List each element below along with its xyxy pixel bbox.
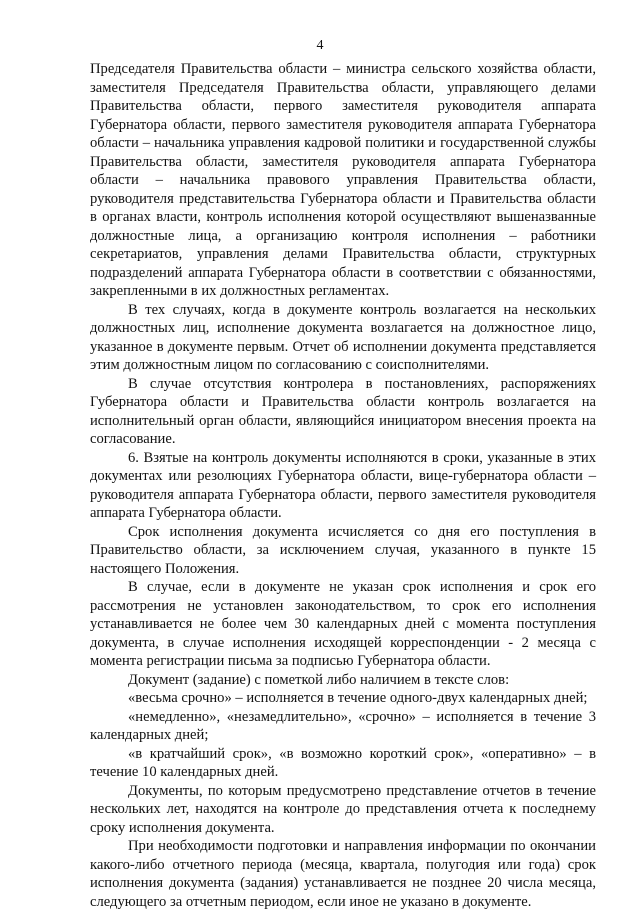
page-number: 4 bbox=[316, 38, 324, 53]
paragraph-urgency-item: «в кратчайший срок», «в возможно короткий срок», «оперативно» – в течение 10 календарных дней. bbox=[90, 745, 596, 780]
paragraph: Срок исполнения документа исчисляется со дня его поступления в Правительство области, за исключением случая, указанного в пункте 15 настоящего Положения. bbox=[90, 523, 596, 577]
paragraph: В случае отсутствия контролера в постановлениях, распоряжениях Губернатора области и Правительства области контроль возлагается на исполнительный орган области, являющийся инициатором внесения проекта на согласование. bbox=[90, 375, 596, 447]
paragraph: В тех случаях, когда в документе контроль возлагается на нескольких должностных лиц, исполнение документа возлагается на должностное лицо, указанное в документе первым. Отчет об исполнении документа представляется этим должностным лицом по согласованию с соисполнителями. bbox=[90, 301, 596, 373]
paragraph: В случае, если в документе не указан срок исполнения и срок его рассмотрения не установлен законодательством, то срок его исполнения устанавливается не более чем 30 календарных дней с момента поступления документа, в случае исполнения исходящей корреспонденции - 2 месяца с момента регистрации письма за подписью Губернатора области. bbox=[90, 579, 596, 669]
document-body bbox=[90, 60, 596, 911]
paragraph-urgency-item: «весьма срочно» – исполняется в течение одного-двух календарных дней; bbox=[128, 690, 588, 706]
paragraph-continuation: Председателя Правительства области – министра сельского хозяйства области, заместителя Председателя Правительства области, управляющего делами Правительства области, первого заместителя руководителя аппарата Губернатора области, первого заместителя руководителя аппарата Губернатора области – начальника управления кадровой политики и государственной службы Правительства области, заместителя руководителя аппарата Губернатора области – начальника правового управления Правительства области, руководителя представительства Губернатора области и Правительства области в органах власти, контроль исполнения которой осуществляют вышеназванные должностные лица, а организацию контроля исполнения – работники секретариатов, управления делами Правительства области, структурных подразделений аппарата Губернатора области в соответствии с обязанностями, закрепленными в их должностных регламентах. bbox=[90, 61, 596, 299]
paragraph: Документы, по которым предусмотрено представление отчетов в течение нескольких лет, находятся на контроле до представления отчета к последнему сроку исполнения документа. bbox=[90, 782, 596, 836]
paragraph-section-6: 6. Взятые на контроль документы исполняются в сроки, указанные в этих документах или резолюциях Губернатора области, вице-губернатора области – руководителя аппарата Губернатора области, первого заместителя руководителя аппарата Губернатора области. bbox=[90, 449, 596, 521]
paragraph-urgency-item: «немедленно», «незамедлительно», «срочно» – исполняется в течение 3 календарных дней; bbox=[90, 708, 596, 743]
paragraph: При необходимости подготовки и направления информации по окончании какого-либо отчетного периода (месяца, квартала, полугодия или года) срок исполнения документа (задания) устанавливается не позднее 20 числа месяца, следующего за отчетным периодом, если иное не указано в документе. bbox=[90, 838, 596, 910]
paragraph: Документ (задание) с пометкой либо наличием в тексте слов: bbox=[128, 671, 510, 688]
